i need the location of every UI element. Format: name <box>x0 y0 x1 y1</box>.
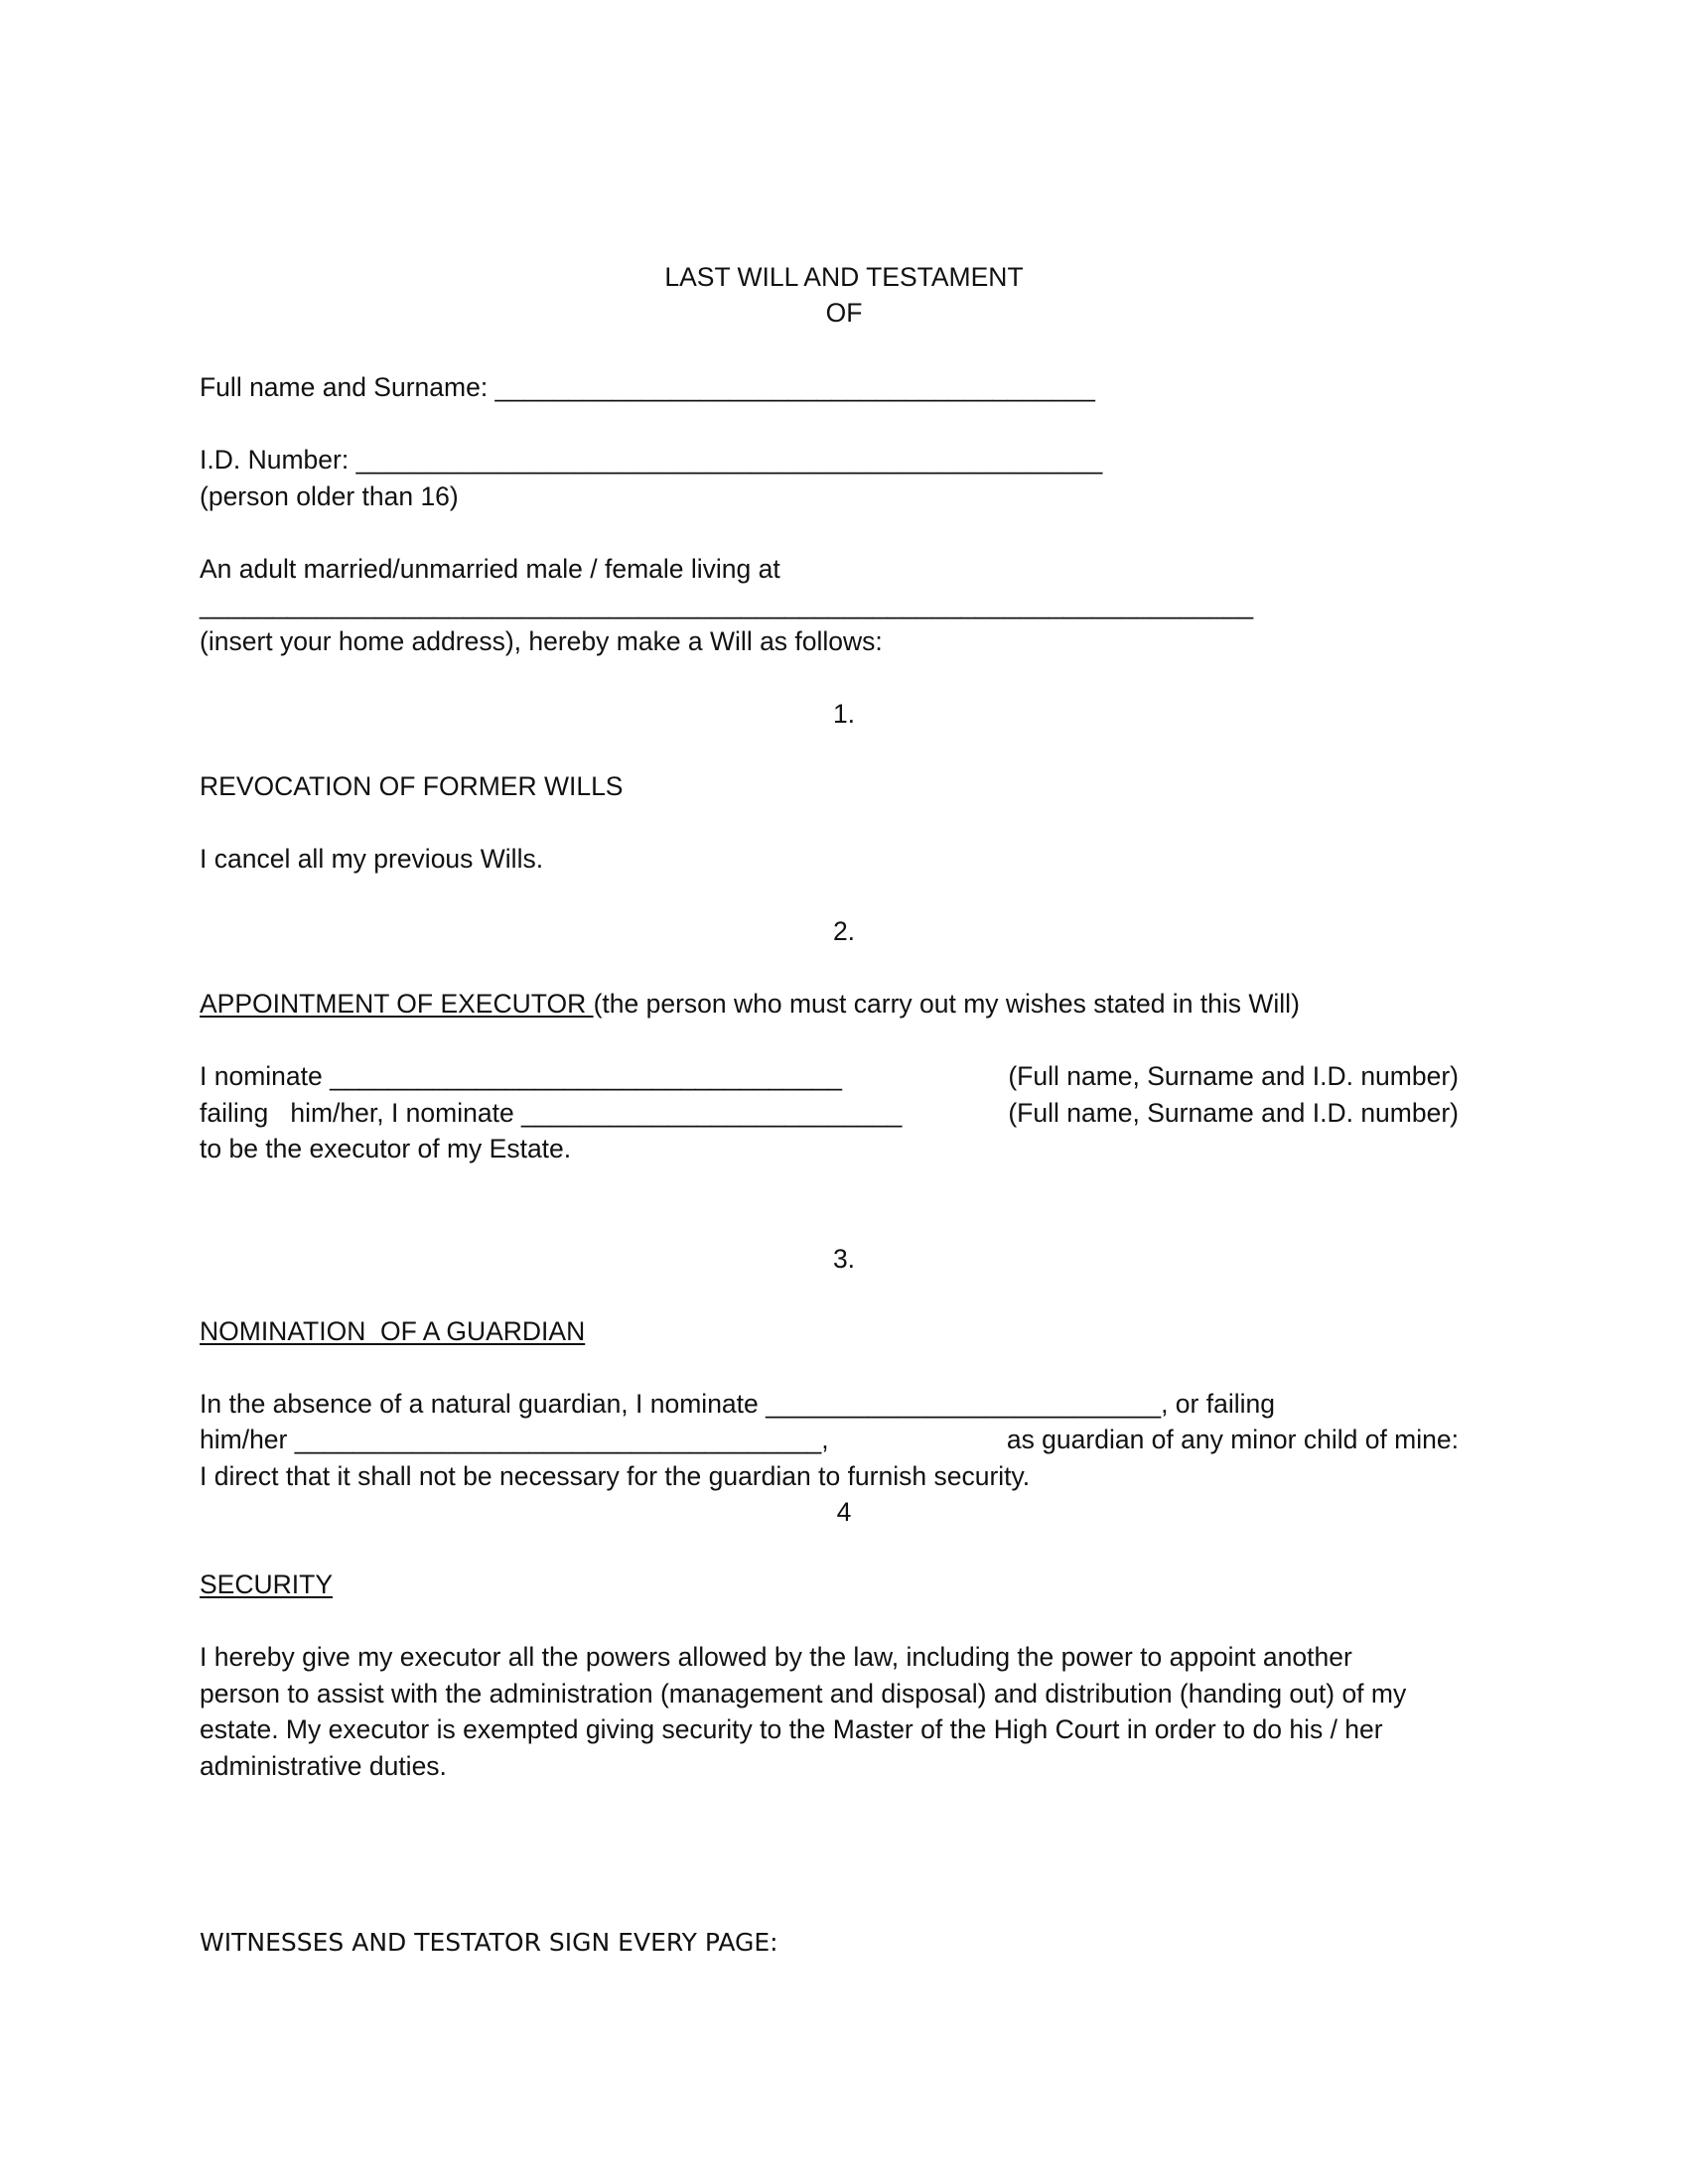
id-number-field: I.D. Number: ___________________________________________________ <box>200 445 1103 475</box>
witness-footer: WITNESSES AND TESTATOR SIGN EVERY PAGE: <box>200 1928 778 1957</box>
document-title-of: OF <box>825 298 863 328</box>
executor-nominate-1: I nominate ___________________________________ <box>200 1061 842 1091</box>
id-number-note: (person older than 16) <box>200 481 459 511</box>
living-at-text: An adult married/unmarried male / female living at <box>200 554 780 584</box>
security-line-2: person to assist with the administration (management and disposal) and distribution (handing out) of my <box>200 1679 1407 1708</box>
guardian-row-1: In the absence of a natural guardian, I nominate ___________________________, or failing <box>200 1389 1275 1419</box>
executor-note-1: (Full name, Surname and I.D. number) <box>1008 1061 1459 1091</box>
section-2-number: 2. <box>832 916 856 946</box>
section-3-heading: NOMINATION OF A GUARDIAN <box>200 1316 586 1346</box>
executor-note-2: (Full name, Surname and I.D. number) <box>1008 1098 1459 1128</box>
executor-row-1 <box>200 1060 1459 1092</box>
address-blank: ________________________________________________________________________ <box>200 590 1254 619</box>
guardian-security-text: I direct that it shall not be necessary for the guardian to furnish security. <box>200 1461 1031 1491</box>
executor-nominate-2: failing him/her, I nominate __________________________ <box>200 1098 903 1128</box>
full-name-field: Full name and Surname: _________________________________________ <box>200 372 1095 402</box>
address-note: (insert your home address), hereby make a Will as follows: <box>200 626 883 656</box>
guardian-failing: him/her ____________________________________, <box>200 1425 829 1454</box>
section-2-heading-note: (the person who must carry out my wishes stated in this Will) <box>593 989 1300 1019</box>
section-3-number: 3. <box>832 1244 856 1274</box>
guardian-row-2 <box>200 1424 1459 1455</box>
executor-estate-text: to be the executor of my Estate. <box>200 1134 572 1163</box>
security-line-3: estate. My executor is exempted giving security to the Master of the High Court in order to do his / her <box>200 1714 1383 1744</box>
executor-row-2 <box>200 1097 1459 1129</box>
section-4-heading-line <box>200 1569 333 1600</box>
section-1-text: I cancel all my previous Wills. <box>200 844 544 874</box>
section-2-heading: APPOINTMENT OF EXECUTOR <box>200 989 594 1019</box>
section-4-heading: SECURITY <box>200 1570 333 1599</box>
section-4-number: 4 <box>836 1497 852 1527</box>
guardian-minor-child: as guardian of any minor child of mine: <box>1006 1425 1459 1454</box>
section-1-heading: REVOCATION OF FORMER WILLS <box>200 771 624 801</box>
section-2-heading-line <box>200 988 1300 1020</box>
section-1-number: 1. <box>832 699 856 729</box>
section-3-heading-line <box>200 1315 585 1347</box>
document-title: LAST WILL AND TESTAMENT <box>664 262 1024 292</box>
security-line-1: I hereby give my executor all the powers allowed by the law, including the power to appoint another <box>200 1642 1352 1672</box>
security-line-4: administrative duties. <box>200 1751 447 1781</box>
